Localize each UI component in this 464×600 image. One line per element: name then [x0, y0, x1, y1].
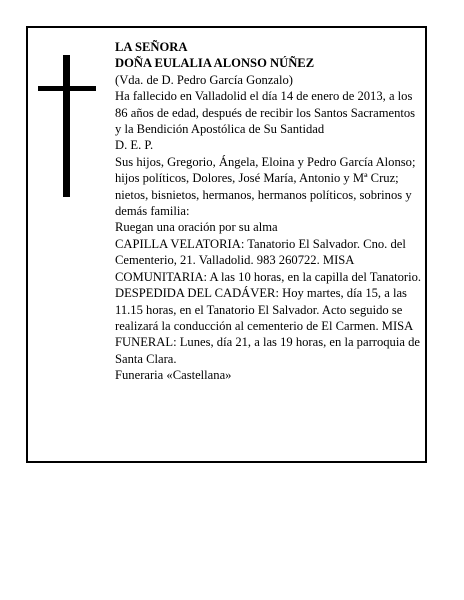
cross-vertical-bar: [63, 55, 70, 197]
prayer-request: Ruegan una oración por su alma: [115, 220, 278, 235]
death-info: Ha fallecido en Valladolid el día 14 de enero de 2013, a los 86 años de edad, después de recibir los Santos Sacramentos y la Bendición Apostólica de Su Santidad: [115, 89, 416, 137]
family-list: Sus hijos, Gregorio, Ángela, Eloina y Pedro García Alonso; hijos políticos, Dolores, José María, Antonio y Mª Cruz; nietos, bisnietos, hermanos, hermanos políticos, sobrinos y demás familia:: [115, 154, 416, 219]
farewell-info: DESPEDIDA DEL CADÁVER: Hoy martes, día 15, a las 11.15 horas, en el Tanatorio El Salvador. Acto seguido se realizará la conducción al cementerio de El Carmen. MISA FUNERAL: Lunes, día 21, a las 19 horas, en la parroquia de Santa Clara.: [115, 286, 420, 366]
widow-of: (Vda. de D. Pedro García Gonzalo): [115, 72, 293, 87]
title-line-1: LA SEÑORA: [115, 40, 188, 54]
obituary-text: [115, 39, 421, 384]
cross-horizontal-bar: [38, 86, 96, 91]
rip: D. E. P.: [115, 138, 154, 153]
latin-cross-icon: [38, 55, 96, 197]
funeral-home: Funeraria «Castellana»: [115, 368, 232, 383]
deceased-name: DOÑA EULALIA ALONSO NÚÑEZ: [115, 56, 315, 71]
chapel-info: CAPILLA VELATORIA: Tanatorio El Salvador. Cno. del Cementerio, 21. Valladolid. 983 260722. MISA COMUNITARIA: A las 10 horas, en la capilla del Tanatorio.: [115, 236, 422, 284]
